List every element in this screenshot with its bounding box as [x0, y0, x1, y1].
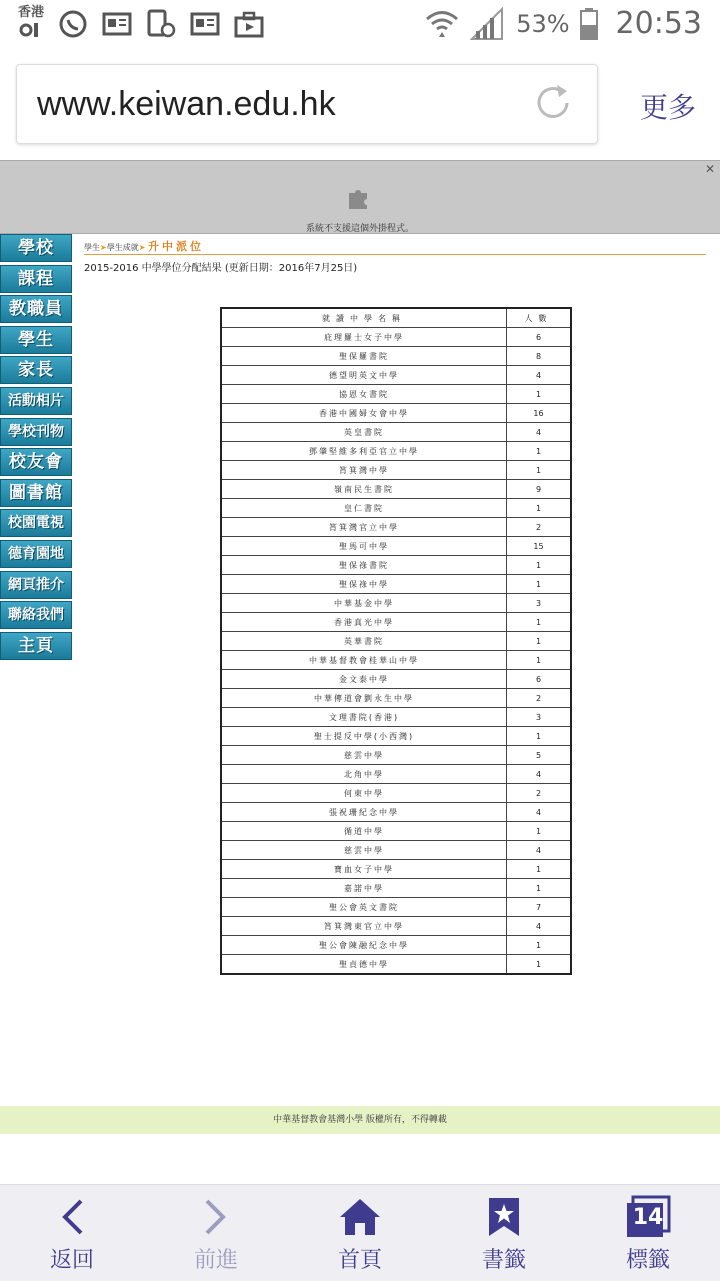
nav-item-contact[interactable]: 聯絡我們 [0, 601, 72, 629]
nav-item-web-links[interactable]: 網頁推介 [0, 571, 72, 599]
school-name-cell: 循道中學 [221, 822, 507, 841]
table-row [221, 708, 571, 727]
briefcase-icon [234, 9, 264, 39]
table-row [221, 784, 571, 803]
carrier-icon [19, 20, 43, 38]
phone-time-icon [146, 9, 176, 39]
table-row [221, 537, 571, 556]
table-row [221, 556, 571, 575]
breadcrumb-achievements[interactable]: 學生成就 [106, 243, 139, 252]
school-name-cell: 香港中國婦女會中學 [221, 404, 507, 423]
home-button[interactable] [288, 1185, 432, 1281]
carrier-label [18, 6, 44, 42]
close-icon[interactable]: ✕ [704, 162, 715, 176]
student-count-cell: 1 [507, 632, 572, 651]
school-name-cell: 聖貞德中學 [221, 955, 507, 975]
student-count-cell: 4 [507, 423, 572, 442]
table-row [221, 727, 571, 746]
back-button[interactable] [0, 1185, 144, 1281]
clock: 20:53 [615, 6, 702, 41]
nav-item-library[interactable]: 圖書館 [0, 479, 72, 507]
student-count-cell: 1 [507, 879, 572, 898]
student-count-cell: 1 [507, 461, 572, 480]
table-row [221, 575, 571, 594]
tabs-label: 標籤 [625, 1248, 670, 1273]
school-name-cell: 金文泰中學 [221, 670, 507, 689]
school-name-cell: 嘉諾中學 [221, 879, 507, 898]
school-name-cell: 張祝珊紀念中學 [221, 803, 507, 822]
nav-item-parents[interactable]: 家長 [0, 356, 72, 384]
table-row [221, 765, 571, 784]
table-row [221, 898, 571, 917]
more-button[interactable]: 更多 [640, 91, 697, 124]
nav-item-home[interactable]: 主頁 [0, 632, 72, 660]
school-name-cell: 聖保羅書院 [221, 347, 507, 366]
news2-icon [190, 9, 220, 39]
school-name-cell: 文理書院(香港) [221, 708, 507, 727]
table-row [221, 670, 571, 689]
school-name-cell: 英皇書院 [221, 423, 507, 442]
home-label: 首頁 [337, 1248, 382, 1273]
school-name-cell: 聖士提反中學(小西灣) [221, 727, 507, 746]
tab-count: 14 [632, 1205, 664, 1230]
chevron-left-icon [57, 1197, 87, 1237]
school-name-cell: 筲箕灣官立中學 [221, 518, 507, 537]
school-name-cell: 聖保祿書院 [221, 556, 507, 575]
school-name-cell: 筲箕灣中學 [221, 461, 507, 480]
table-row [221, 746, 571, 765]
school-name-cell: 聖馬可中學 [221, 537, 507, 556]
table-row [221, 442, 571, 461]
nav-item-photos[interactable]: 活動相片 [0, 387, 72, 415]
nav-item-publications[interactable]: 學校刊物 [0, 418, 72, 446]
plugin-placeholder [0, 160, 720, 234]
home-icon [338, 1197, 382, 1237]
news-icon [102, 9, 132, 39]
student-count-cell: 1 [507, 442, 572, 461]
battery-icon [580, 7, 598, 41]
student-count-cell: 9 [507, 480, 572, 499]
student-count-cell: 1 [507, 651, 572, 670]
main-content [84, 238, 706, 274]
nav-item-staff[interactable]: 教職員 [0, 295, 72, 323]
student-count-cell: 1 [507, 613, 572, 632]
student-count-cell: 4 [507, 917, 572, 936]
breadcrumb-current: 升中派位 [147, 240, 204, 253]
student-count-cell: 1 [507, 860, 572, 879]
url-field[interactable] [16, 64, 598, 144]
school-name-cell: 聖公會陳融紀念中學 [221, 936, 507, 955]
table-row [221, 404, 571, 423]
table-row [221, 632, 571, 651]
student-count-cell: 1 [507, 556, 572, 575]
table-row [221, 879, 571, 898]
reload-icon[interactable] [531, 81, 575, 125]
school-name-cell: 中華基金中學 [221, 594, 507, 613]
school-name-cell: 庇理羅士女子中學 [221, 328, 507, 347]
nav-item-moral-education[interactable]: 德育園地 [0, 540, 72, 568]
student-count-cell: 15 [507, 537, 572, 556]
table-row [221, 328, 571, 347]
nav-item-alumni[interactable]: 校友會 [0, 448, 72, 476]
student-count-cell: 5 [507, 746, 572, 765]
school-name-cell: 北角中學 [221, 765, 507, 784]
bookmarks-button[interactable] [432, 1185, 576, 1281]
back-label: 返回 [49, 1248, 94, 1273]
table-row [221, 955, 571, 975]
breadcrumb-students[interactable]: 學生 [84, 243, 100, 252]
student-count-cell: 1 [507, 955, 572, 975]
status-bar [0, 0, 720, 48]
student-count-cell: 2 [507, 784, 572, 803]
table-row [221, 480, 571, 499]
table-header-row [221, 308, 571, 328]
table-row [221, 689, 571, 708]
school-name-cell: 聖公會英文書院 [221, 898, 507, 917]
student-count-cell: 4 [507, 366, 572, 385]
table-row [221, 366, 571, 385]
school-name-cell: 寶血女子中學 [221, 860, 507, 879]
table-row [221, 347, 571, 366]
student-count-cell: 8 [507, 347, 572, 366]
table-row [221, 651, 571, 670]
tabs-button[interactable] [576, 1185, 720, 1281]
bookmarks-label: 書籤 [481, 1248, 526, 1273]
whatsapp-icon [58, 9, 88, 39]
allocation-table [220, 307, 572, 975]
forward-label: 前進 [193, 1248, 238, 1273]
nav-item-school[interactable]: 學校 [0, 234, 72, 262]
school-name-cell: 筲箕灣東官立中學 [221, 917, 507, 936]
student-count-cell: 1 [507, 936, 572, 955]
student-count-cell: 1 [507, 575, 572, 594]
student-count-cell: 7 [507, 898, 572, 917]
student-count-cell: 4 [507, 803, 572, 822]
student-count-cell: 4 [507, 765, 572, 784]
table-row [221, 499, 571, 518]
forward-button[interactable] [144, 1185, 288, 1281]
school-name-cell: 英華書院 [221, 632, 507, 651]
school-name-cell: 中華基督教會桂華山中學 [221, 651, 507, 670]
chevron-right-icon [201, 1197, 231, 1237]
table-body [221, 328, 571, 975]
header-school: 就讀中學名稱 [221, 308, 507, 328]
table-row [221, 917, 571, 936]
footer: 中華基督教會基灣小學 版權所有，不得轉載 [0, 1106, 720, 1134]
student-count-cell: 1 [507, 499, 572, 518]
arrow-icon: ➤ [138, 243, 146, 252]
nav-item-campus-tv[interactable]: 校園電視 [0, 509, 72, 537]
student-count-cell: 1 [507, 822, 572, 841]
signal-icon [470, 7, 506, 41]
header-count: 人數 [507, 308, 572, 328]
table-row [221, 803, 571, 822]
table-row [221, 461, 571, 480]
url-text: www.keiwan.edu.hk [37, 85, 336, 123]
table-row [221, 423, 571, 442]
breadcrumb [84, 238, 706, 252]
school-name-cell: 聖保祿中學 [221, 575, 507, 594]
puzzle-icon [347, 187, 371, 211]
battery-percent: 53% [516, 9, 570, 38]
school-name-cell: 協恩女書院 [221, 385, 507, 404]
student-count-cell: 3 [507, 594, 572, 613]
plugin-message: 系統不支援這個外掛程式。 [305, 224, 414, 234]
student-count-cell: 1 [507, 727, 572, 746]
table-row [221, 841, 571, 860]
student-count-cell: 16 [507, 404, 572, 423]
student-count-cell: 4 [507, 841, 572, 860]
school-name-cell: 何東中學 [221, 784, 507, 803]
table-row [221, 860, 571, 879]
wifi-icon [424, 7, 460, 41]
left-nav [0, 234, 72, 662]
school-name-cell: 鄧肇堅維多利亞官立中學 [221, 442, 507, 461]
student-count-cell: 3 [507, 708, 572, 727]
divider [84, 254, 706, 255]
student-count-cell: 2 [507, 518, 572, 537]
table-row [221, 936, 571, 955]
student-count-cell: 1 [507, 385, 572, 404]
browser-toolbar [0, 1184, 720, 1281]
student-count-cell: 6 [507, 328, 572, 347]
school-name-cell: 慈雲中學 [221, 746, 507, 765]
school-name-cell: 中華傳道會劉永生中學 [221, 689, 507, 708]
student-count-cell: 2 [507, 689, 572, 708]
school-name-cell: 香港真光中學 [221, 613, 507, 632]
school-name-cell: 皇仁書院 [221, 499, 507, 518]
table-row [221, 822, 571, 841]
page-subtitle: 2015-2016 中學學位分配結果 (更新日期：2016年7月25日) [84, 263, 358, 274]
table-row [221, 613, 571, 632]
school-name-cell: 慈雲中學 [221, 841, 507, 860]
browser-address-bar [0, 48, 720, 156]
table-row [221, 518, 571, 537]
school-name-cell: 德望明英文中學 [221, 366, 507, 385]
table-row [221, 594, 571, 613]
nav-item-students[interactable]: 學生 [0, 326, 72, 354]
carrier-text: 香港 [18, 5, 45, 20]
arrow-icon: ➤ [100, 243, 107, 252]
student-count-cell: 6 [507, 670, 572, 689]
table-row [221, 385, 571, 404]
nav-item-curriculum[interactable]: 課程 [0, 265, 72, 293]
school-name-cell: 嶺南民生書院 [221, 480, 507, 499]
bookmark-icon [487, 1196, 521, 1238]
